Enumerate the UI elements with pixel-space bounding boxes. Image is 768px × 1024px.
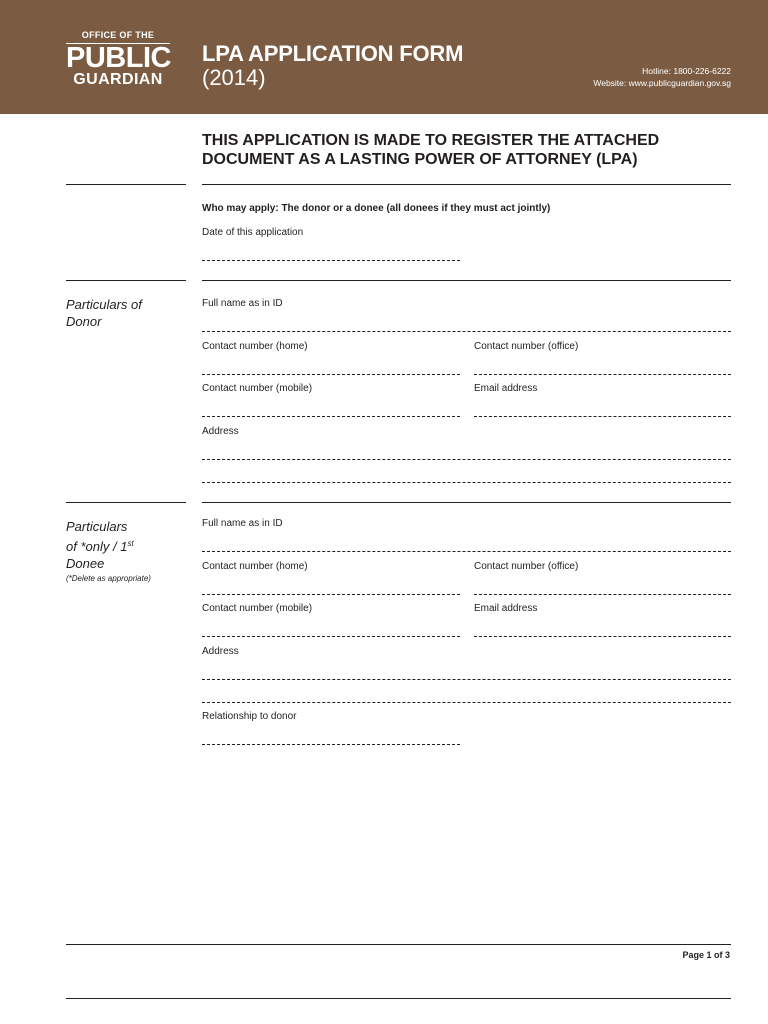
donee-title-line-3: Donee [66,556,105,571]
donee-section-title [66,518,134,572]
donee-contact-office-label: Contact number (office) [474,561,579,572]
donor-email-label: Email address [474,383,538,394]
section-divider [66,184,186,185]
date-of-application-field[interactable] [202,260,460,261]
form-title [202,42,463,90]
header-bar [0,0,768,114]
donor-contact-mobile-label: Contact number (mobile) [202,383,313,394]
donor-contact-home-field[interactable] [202,374,460,375]
donee-contact-mobile-field[interactable] [202,636,460,637]
donor-section-title [66,296,142,330]
donor-full-name-field[interactable] [202,331,731,332]
donee-full-name-label: Full name as in ID [202,518,283,529]
donee-relationship-field[interactable] [202,744,460,745]
donee-full-name-field[interactable] [202,551,731,552]
heading-line-1: THIS APPLICATION IS MADE TO REGISTER THE ATTACHED [202,132,660,149]
donee-contact-home-field[interactable] [202,594,460,595]
donee-address-line-1-field[interactable] [202,679,731,680]
heading-line-2: DOCUMENT AS A LASTING POWER OF ATTORNEY (LPA) [202,151,638,168]
donor-contact-mobile-field[interactable] [202,416,460,417]
date-of-application-label: Date of this application [202,227,304,238]
form-title-text: LPA APPLICATION FORM [202,41,464,66]
logo-line-2: PUBLIC [66,42,171,74]
donor-address-line-2-field[interactable] [202,482,731,483]
donee-email-label: Email address [474,603,538,614]
donee-contact-home-label: Contact number (home) [202,561,308,572]
form-year: (2014) [202,65,266,90]
logo-line-3: GUARDIAN [73,71,163,88]
page-heading [202,131,732,169]
section-divider [66,502,186,503]
donor-contact-office-label: Contact number (office) [474,341,579,352]
donee-relationship-label: Relationship to donor [202,711,297,722]
donee-title-line-2 [66,535,134,555]
donee-contact-mobile-label: Contact number (mobile) [202,603,313,614]
donor-address-label: Address [202,426,239,437]
footer-divider [66,944,731,945]
who-may-apply-text: Who may apply: The donor or a donee (all donees if they must act jointly) [202,203,551,214]
donor-title-line-2: Donor [66,314,102,329]
donor-email-field[interactable] [474,416,731,417]
footer-bottom-divider [66,998,731,999]
public-guardian-logo [66,30,170,88]
delete-as-appropriate-note: (*Delete as appropriate) [66,574,151,583]
section-divider [202,184,731,185]
logo-line-1: OFFICE OF THE [81,30,155,40]
donor-contact-office-field[interactable] [474,374,731,375]
donee-address-line-2-field[interactable] [202,702,731,703]
donee-address-label: Address [202,646,239,657]
website-link[interactable]: Website: www.publicguardian.gov.sg [593,78,731,88]
section-divider [66,280,186,281]
donee-email-field[interactable] [474,636,731,637]
donee-title-line-2-text: of *only / 1 [66,539,128,554]
donor-address-line-1-field[interactable] [202,459,731,460]
donee-title-line-1: Particulars [66,519,128,534]
donee-contact-office-field[interactable] [474,594,731,595]
donor-contact-home-label: Contact number (home) [202,341,308,352]
donor-full-name-label: Full name as in ID [202,298,283,309]
contact-info [593,65,731,89]
page-number: Page 1 of 3 [682,950,730,960]
section-divider [202,280,731,281]
donee-title-superscript: st [127,539,134,548]
section-divider [202,502,731,503]
hotline-text: Hotline: 1800-226-6222 [642,66,731,76]
donor-title-line-1: Particulars of [66,297,142,312]
